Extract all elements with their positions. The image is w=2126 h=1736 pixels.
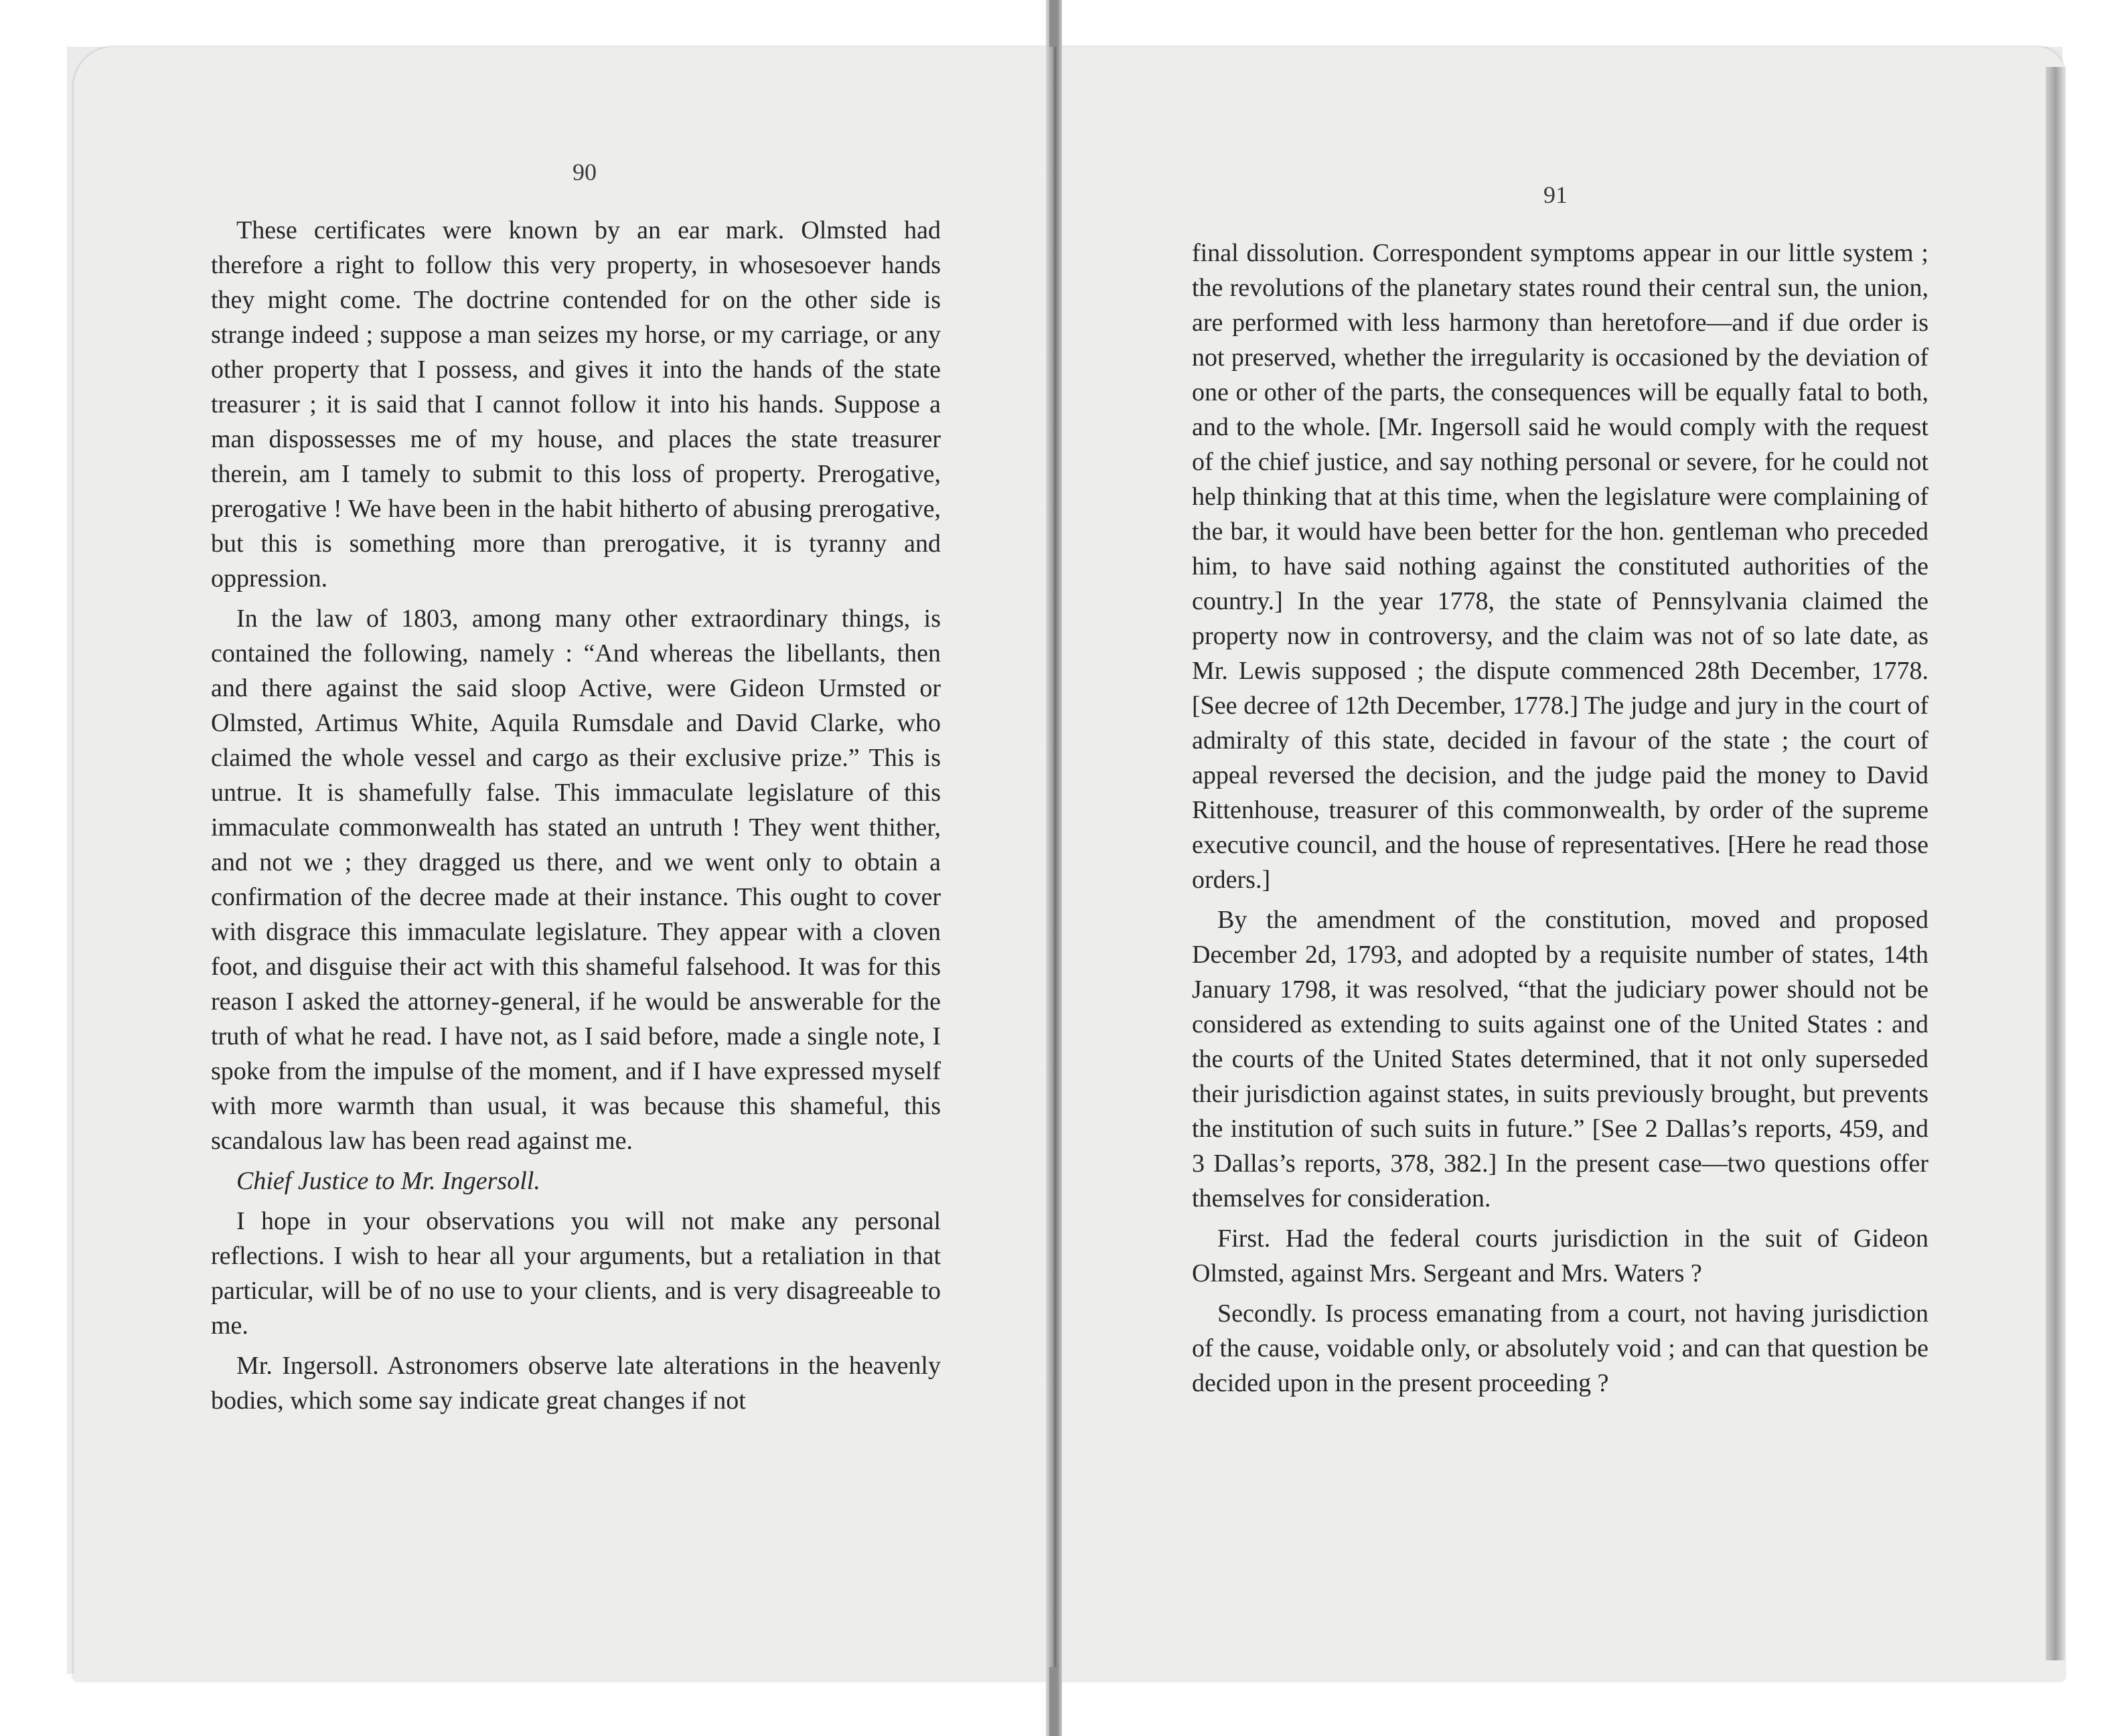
- paragraph: These certificates were known by an ear mark. Olmsted had therefore a right to follow this very property, in whosesoever hands they might come. The doctrine contended for on the other side is strange indeed ; suppose a man seizes my horse, or my carriage, or any other property that I possess, and gives it into the hands of the state treasurer ; it is said that I cannot follow it into his hands. Suppose a man dispossesses me of my house, and places the state treasurer therein, am I tamely to submit to this loss of property. Prerogative, prerogative ! We have been in the habit hitherto of abusing prerogative, but this is something more than prerogative, it is tyranny and oppression.: [211, 216, 941, 593]
- binding-tab-top: [1049, 0, 1057, 47]
- page-number-right: 91: [1543, 181, 1568, 208]
- section-heading: Chief Justice to Mr. Ingersoll.: [236, 1167, 540, 1195]
- binding-tab-bottom: [1049, 1667, 1057, 1736]
- paragraph: final dissolution. Correspondent symptoms appear in our little system ; the revolutions of the planetary states round their central sun, the union, are performed with less harmony than heretofore—and if due order is not preserved, whether the irregularity is occasioned by the deviation of one or other of the parts, the consequences will be equally fatal to both, and to the whole. [Mr. Ingersoll said he would comply with the request of the chief justice, and say nothing personal or severe, for he could not help thinking that at this time, when the legislature were complaining of the bar, it would have been better for the hon. gentleman who preceded him, to have said nothing against the constituted authorities of the country.] In the year 1778, the state of Pennsylvania claimed the property now in controversy, and the claim was not of so late date, as Mr. Lewis supposed ; the dispute commenced 28th December, 1778. [See decree of 12th December, 1778.] The judge and jury in the court of admiralty of this state, decided in favour of the state ; the court of appeal reversed the decision, and the judge paid the money to David Rittenhouse, treasurer of this commonwealth, by order of the supreme executive council, and the house of representatives. [Here he read those orders.]: [1192, 239, 1928, 894]
- right-page-text: [1192, 236, 1928, 1401]
- paragraph: By the amendment of the constitution, moved and proposed December 2d, 1793, and adopted by a requisite number of states, 14th January 1798, it was resolved, “that the judiciary power should not be considered as extending to suits against one of the United States : and the courts of the United States determined, that it not only superseded their jurisdiction against states, in suits previously brought, but prevents the institution of such suits in future.” [See 2 Dallas’s reports, 459, and 3 Dallas’s reports, 378, 382.] In the present case—two questions offer themselves for consideration.: [1192, 906, 1928, 1212]
- paragraph: In the law of 1803, among many other extraordinary things, is contained the following, namely : “And whereas the libellants, then and there against the said sloop Active, were Gideon Urmsted or Olmsted, Artimus White, Aquila Rumsdale and David Clarke, who claimed the whole vessel and cargo as their exclusive prize.” This is untrue. It is shamefully false. This immaculate legislature of this immaculate commonwealth has stated an untruth ! They went thither, and not we ; they dragged us there, and we went only to obtain a confirmation of the decree made at their instance. This ought to cover with disgrace this immaculate legislature. They appear with a cloven foot, and disguise their act with this shameful falsehood. It was for this reason I asked the attorney-general, if he would be answerable for the truth of what he read. I have not, as I said before, made a single note, I spoke from the impulse of the moment, and if I have expressed myself with more warmth than usual, it was because this shameful, this scandalous law has been read against me.: [211, 605, 941, 1155]
- paragraph: I hope in your observations you will not make any personal reflections. I wish to hear all your arguments, but a retaliation in that particular, will be of no use to your clients, and is very disagreeable to me.: [211, 1207, 941, 1340]
- page-edges: [2046, 67, 2066, 1660]
- page-number-left: 90: [573, 159, 597, 185]
- paragraph: Mr. Ingersoll. Astronomers observe late alterations in the heavenly bodies, which some say indicate great changes if not: [211, 1352, 941, 1415]
- book-gutter: [1046, 0, 1062, 1736]
- paragraph: First. Had the federal courts jurisdiction in the suit of Gideon Olmsted, against Mrs. Sergeant and Mrs. Waters ?: [1192, 1225, 1928, 1287]
- paragraph: Secondly. Is process emanating from a court, not having jurisdiction of the cause, voidable only, or absolutely void ; and can that question be decided upon in the present proceeding ?: [1192, 1299, 1928, 1397]
- left-page-text: [211, 213, 941, 1418]
